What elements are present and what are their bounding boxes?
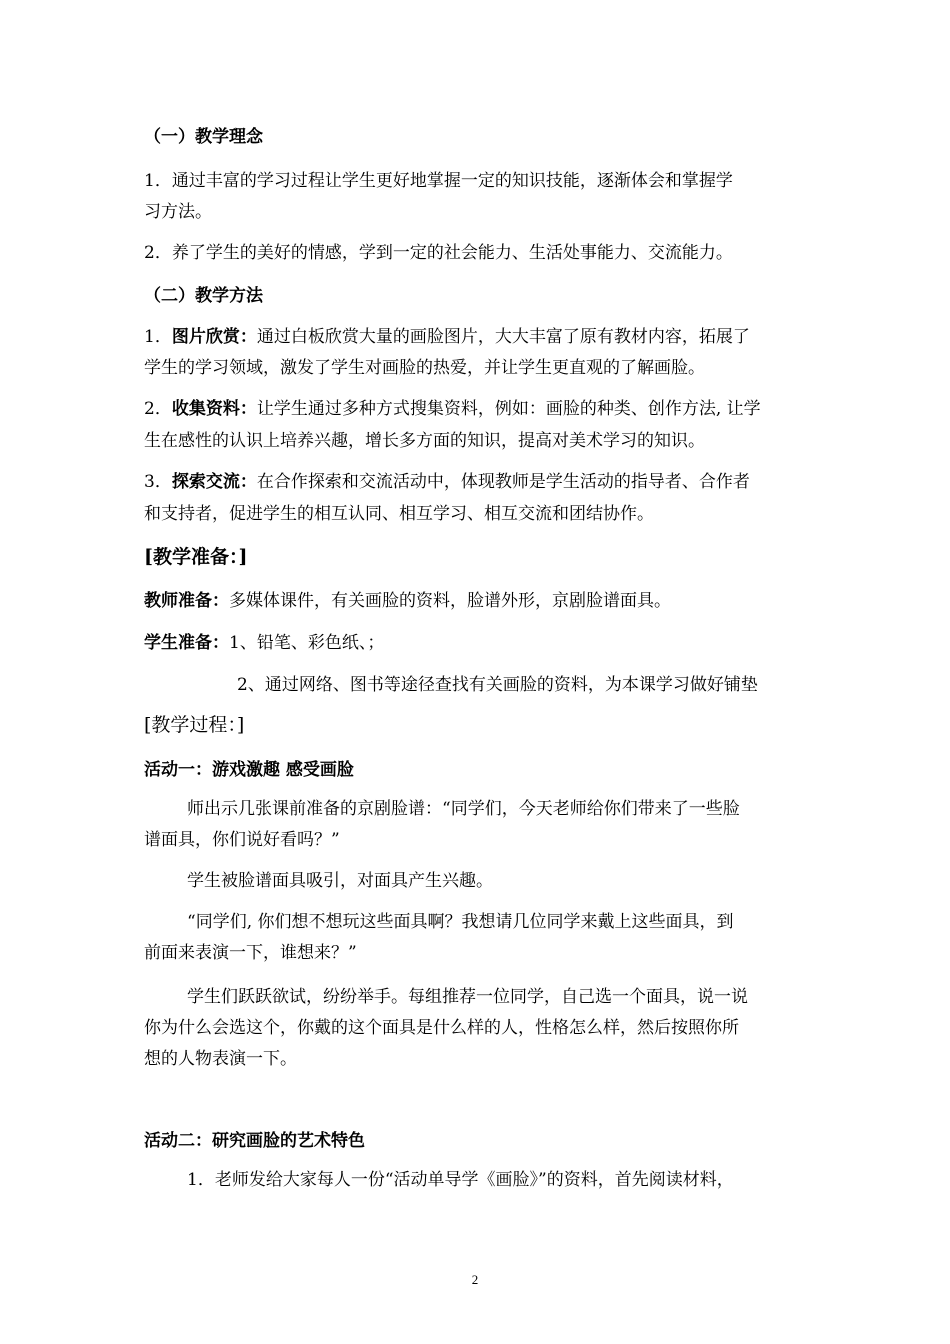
method-2-line-1: 2．收集资料：让学生通过多种方式搜集资料，例如：画脸的种类、创作方法, 让学 <box>144 399 761 419</box>
method-1-line-1: 1．图片欣赏：通过白板欣赏大量的画脸图片，大大丰富了原有教材内容，拓展了 <box>144 327 750 347</box>
activity-2-title: 活动二：研究画脸的艺术特色 <box>144 1131 365 1151</box>
method-2-line-2: 生在感性的认识上培养兴趣，增长多方面的知识，提高对美术学习的知识。 <box>144 431 705 451</box>
method-2-label: 收集资料： <box>171 399 257 419</box>
page-number: 2 <box>471 1272 479 1287</box>
student-preparation-text-2: 2、通过网络、图书等途径查找有关画脸的资料，为本课学习做好铺垫 <box>237 675 758 695</box>
student-preparation <box>144 632 814 654</box>
student-preparation-label: 学生准备： <box>144 633 229 653</box>
activity-1-paragraph-3-line-1: “同学们, 你们想不想玩这些面具啊？我想请几位同学来戴上这些面具，到 <box>187 912 734 932</box>
activity-1-paragraph-1-line-2: 谱面具，你们说好看吗？” <box>144 830 340 850</box>
method-1-text: 通过白板欣赏大量的画脸图片，大大丰富了原有教材内容，拓展了 <box>256 327 750 347</box>
method-1-label: 图片欣赏： <box>171 327 257 347</box>
activity-1-paragraph-2: 学生被脸谱面具吸引，对面具产生兴趣。 <box>187 871 493 891</box>
philosophy-item-1-line-2: 习方法。 <box>144 202 212 222</box>
activity-1-title: 活动一：游戏激趣 感受画脸 <box>144 760 354 780</box>
method-3-line-2: 和支持者，促进学生的相互认同、相互学习、相互交流和团结协作。 <box>144 504 654 524</box>
activity-1-paragraph-1-line-1: 师出示几张课前准备的京剧脸谱：“同学们，今天老师给你们带来了一些脸 <box>187 799 740 819</box>
activity-1-paragraph-3-line-2: 前面来表演一下，谁想来？” <box>144 943 357 963</box>
section-heading-teaching-philosophy: （一）教学理念 <box>144 127 263 147</box>
section-heading-process: [教学过程：] <box>144 714 245 736</box>
method-3-text: 在合作探索和交流活动中，体现教师是学生活动的指导者、合作者 <box>256 472 750 492</box>
activity-1-paragraph-4-line-3: 想的人物表演一下。 <box>144 1049 297 1069</box>
section-heading-teaching-methods: （二）教学方法 <box>144 286 263 306</box>
section-heading-preparation: [教学准备：] <box>144 546 248 568</box>
method-3-line-1: 3．探索交流：在合作探索和交流活动中，体现教师是学生活动的指导者、合作者 <box>144 472 750 492</box>
method-2-text: 让学生通过多种方式搜集资料，例如：画脸的种类、创作方法, 让学 <box>256 399 761 419</box>
teacher-preparation-label: 教师准备： <box>144 591 229 611</box>
activity-1-paragraph-4-line-1: 学生们跃跃欲试，纷纷举手。每组推荐一位同学，自己选一个面具，说一说 <box>187 987 748 1007</box>
student-preparation-text-1: 1、铅笔、彩色纸、； <box>229 633 385 653</box>
philosophy-item-2-text: 2．养了学生的美好的情感，学到一定的社会能力、生活处事能力、交流能力。 <box>144 243 733 263</box>
activity-2-item-1-line-1: 1．老师发给大家每人一份“活动单导学《画脸》”的资料，首先阅读材料， <box>187 1170 734 1190</box>
activity-1-paragraph-4-line-2: 你为什么会选这个，你戴的这个面具是什么样的人，性格怎么样，然后按照你所 <box>144 1018 739 1038</box>
teacher-preparation <box>144 590 814 612</box>
method-1-line-2: 学生的学习领域，激发了学生对画脸的热爱，并让学生更直观的了解画脸。 <box>144 358 705 378</box>
philosophy-item-2 <box>144 242 814 264</box>
philosophy-item-1-line-1: 1．通过丰富的学习过程让学生更好地掌握一定的知识技能，逐渐体会和掌握学 <box>144 171 733 191</box>
method-3-label: 探索交流： <box>171 472 257 492</box>
teacher-preparation-text: 多媒体课件，有关画脸的资料，脸谱外形，京剧脸谱面具。 <box>229 591 671 611</box>
